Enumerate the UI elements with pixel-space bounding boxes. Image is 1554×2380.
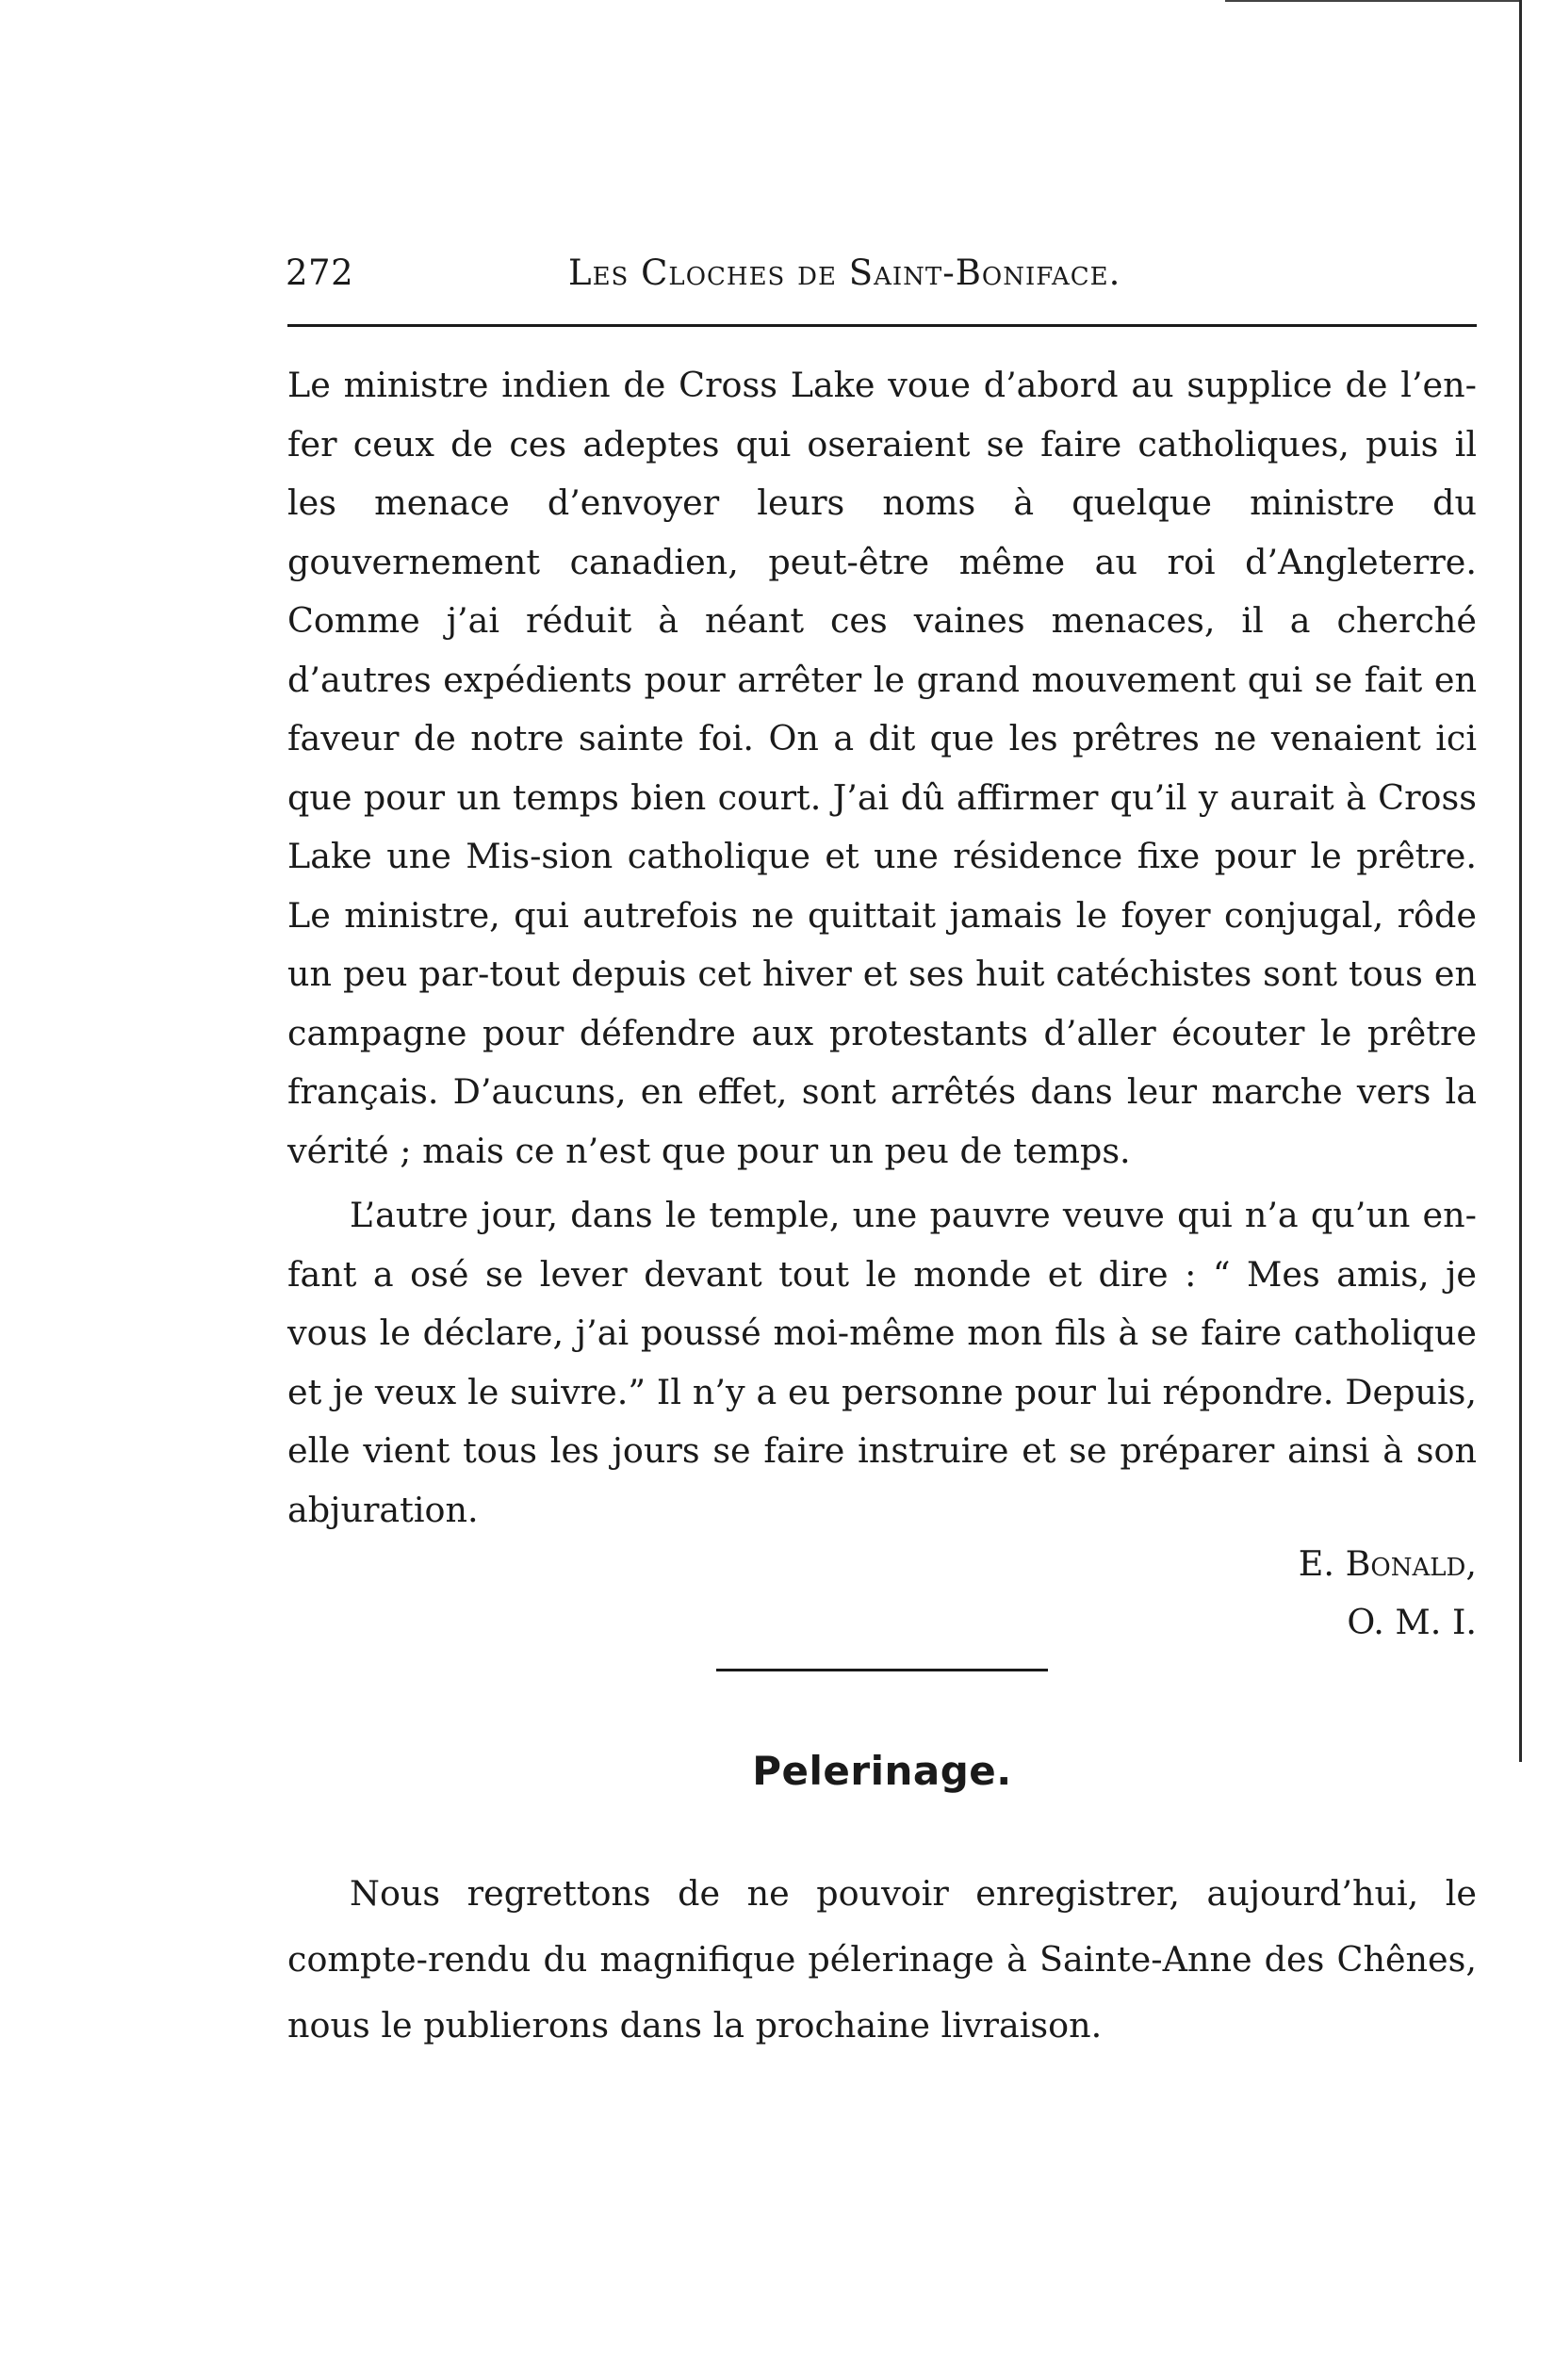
page-header bbox=[286, 253, 1482, 300]
section-body bbox=[287, 1861, 1477, 2059]
paragraph-2: L’autre jour, dans le temple, une pauvre veuve qui n’a qu’un en-fant a osé se lever devant tout le monde et dire : “ Mes amis, je vous le déclare, j’ai poussé moi-même mon fils à se faire catholique et je veux le suivre.” Il n’y a eu personne pour lui répondre. Depuis, elle vient tous les jours se faire instruire et se préparer ainsi à son abjuration. bbox=[287, 1195, 1477, 1530]
header-rule bbox=[287, 324, 1477, 327]
section-paragraph: Nous regrettons de ne pouvoir enregistrer, aujourd’hui, le compte-rendu du magnifique pélerinage à Sainte-Anne des Chênes, nous le publierons dans la prochaine livraison. bbox=[287, 1873, 1477, 2046]
section-title: Pelerinage. bbox=[752, 1748, 1012, 1794]
paragraph-1: Le ministre indien de Cross Lake voue d’abord au supplice de l’en-fer ceux de ces adeptes qui oseraient se faire catholiques, puis il les menace d’envoyer leurs noms à quelque ministre du gouvernement canadien, peut-être même au roi d’Angleterre. Comme j’ai réduit à néant ces vaines menaces, il a cherché d’autres expédients pour arrêter le grand mouvement qui se fait en faveur de notre sainte foi. On a dit que les prêtres ne venaient ici que pour un temps bien court. J’ai dû affirmer qu’il y aurait à Cross Lake une Mis-sion catholique et une résidence fixe pour le prêtre. Le ministre, qui autrefois ne quittait jamais le foyer conjugal, rôde un peu par-tout depuis cet hiver et ses huit catéchistes sont tous en campagne pour défendre aux protestants d’aller écouter le prêtre français. D’aucuns, en effet, sont arrêtés dans leur marche vers la vérité ; mais ce n’est que pour un peu de temps. bbox=[287, 365, 1477, 1171]
running-title: Les Cloches de Saint-Boniface. bbox=[568, 253, 1121, 293]
signature-name: E. Bonald, bbox=[1298, 1543, 1477, 1584]
signature-order: O. M. I. bbox=[1347, 1602, 1477, 1642]
section-separator bbox=[716, 1669, 1048, 1671]
scan-edge-top bbox=[1225, 0, 1519, 2]
scan-edge-line bbox=[1519, 0, 1522, 1762]
page-number: 272 bbox=[286, 253, 354, 293]
letter-body bbox=[287, 356, 1477, 1540]
